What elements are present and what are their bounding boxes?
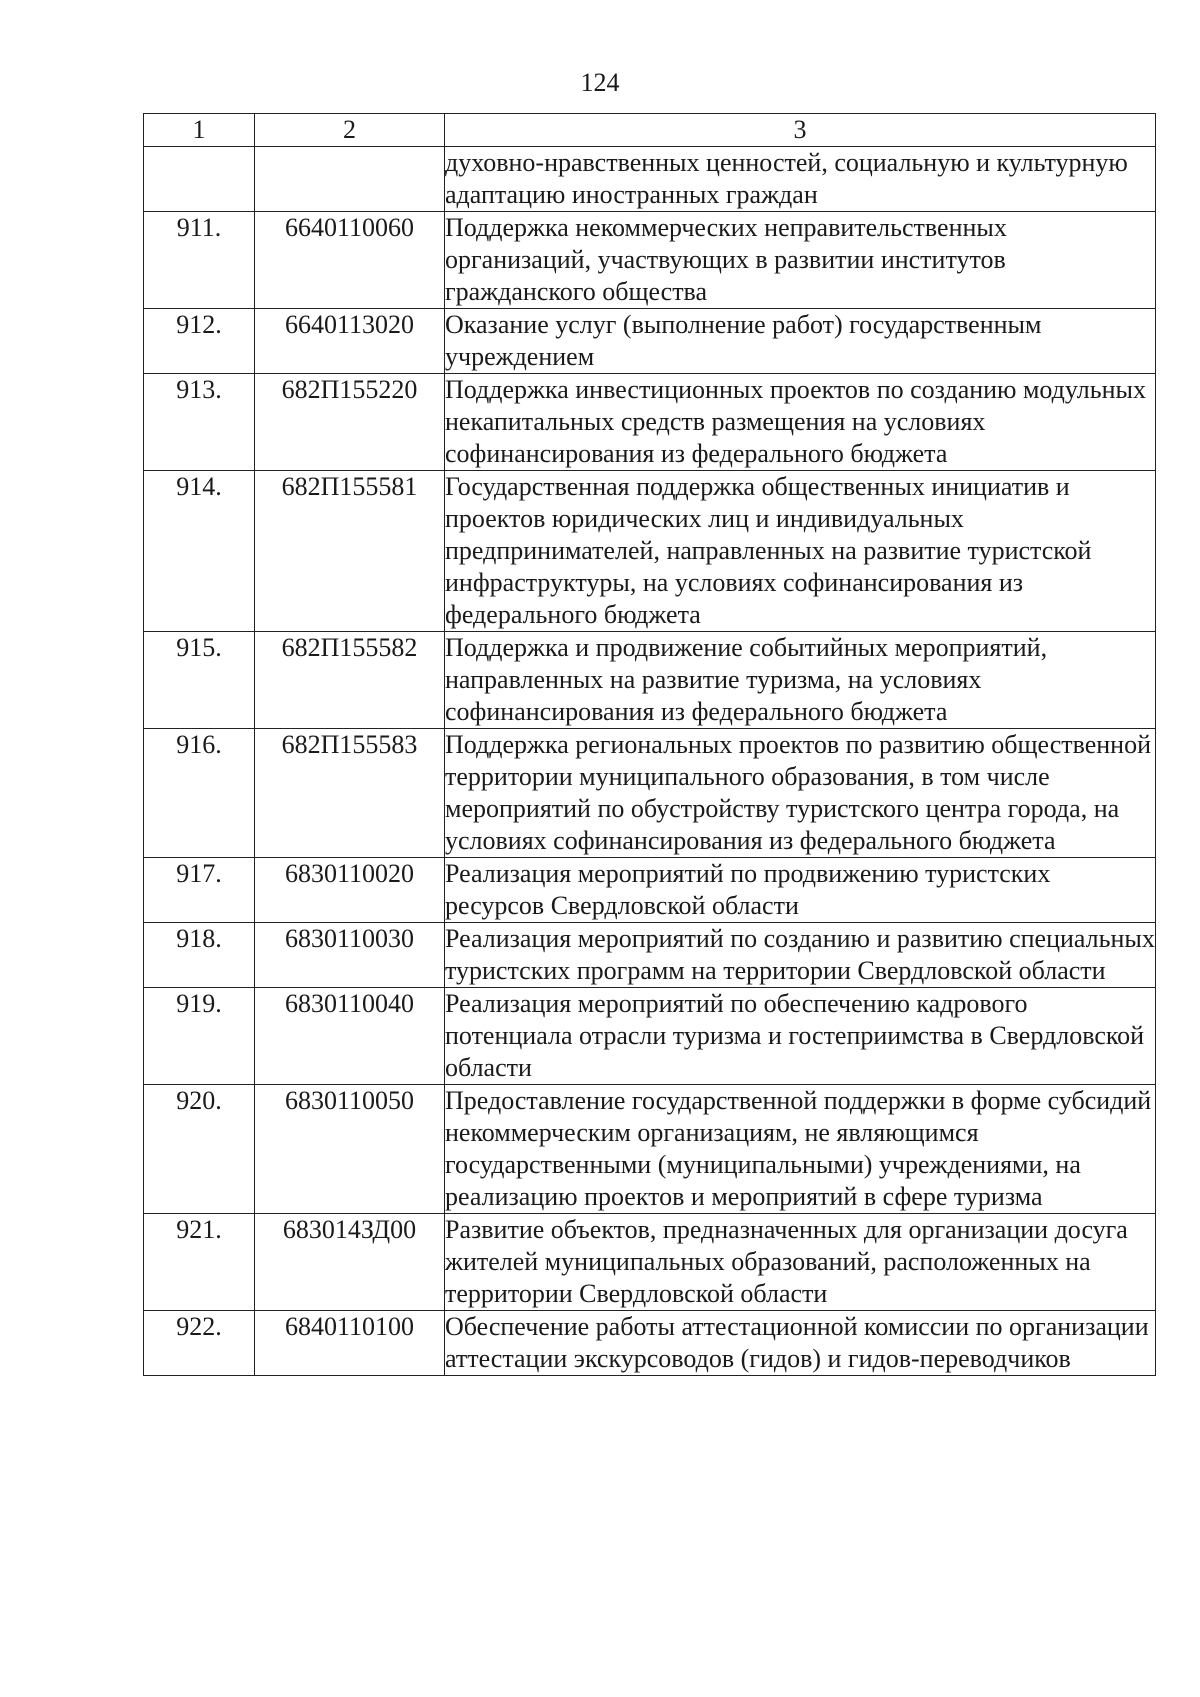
- row-number: 915.: [144, 632, 255, 729]
- row-code: 683014ЗД00: [255, 1214, 445, 1311]
- page-number: 124: [580, 68, 620, 97]
- table-row: [144, 374, 1156, 471]
- table-row: [144, 1311, 1156, 1376]
- row-number: 914.: [144, 471, 255, 632]
- table-row: [144, 923, 1156, 988]
- table-row: [144, 729, 1156, 858]
- row-code: 6830110030: [255, 923, 445, 988]
- table-row: [144, 309, 1156, 374]
- row-description: Государственная поддержка общественных инициатив и проектов юридических лиц и индивидуальных предпринимателей, направленных на развитие туристской инфраструктуры, на условиях софинансирования из федерального бюджета: [445, 471, 1156, 632]
- row-description: Поддержка некоммерческих неправительственных организаций, участвующих в развитии институтов гражданского общества: [445, 212, 1156, 309]
- row-description: Реализация мероприятий по продвижению туристских ресурсов Свердловской области: [445, 858, 1156, 923]
- header-col-3: 3: [445, 114, 1156, 147]
- continuation-row: [144, 147, 1156, 212]
- table-row: [144, 212, 1156, 309]
- table-row: [144, 988, 1156, 1085]
- row-code: 6640110060: [255, 212, 445, 309]
- row-number: 919.: [144, 988, 255, 1085]
- table-row: [144, 471, 1156, 632]
- row-code: 682П155583: [255, 729, 445, 858]
- row-code: 682П155581: [255, 471, 445, 632]
- row-description: Оказание услуг (выполнение работ) государственным учреждением: [445, 309, 1156, 374]
- row-code: [255, 147, 445, 212]
- row-number: 912.: [144, 309, 255, 374]
- row-description: Обеспечение работы аттестационной комиссии по организации аттестации экскурсоводов (гидов) и гидов-переводчиков: [445, 1311, 1156, 1376]
- row-number: 921.: [144, 1214, 255, 1311]
- row-description: Поддержка и продвижение событийных мероприятий, направленных на развитие туризма, на условиях софинансирования из федерального бюджета: [445, 632, 1156, 729]
- row-code: 682П155220: [255, 374, 445, 471]
- row-number: 917.: [144, 858, 255, 923]
- row-code: 6830110020: [255, 858, 445, 923]
- row-description: Поддержка региональных проектов по развитию общественной территории муниципального образования, в том числе мероприятий по обустройству туристского центра города, на условиях софинансирования из федерального бюджета: [445, 729, 1156, 858]
- row-code: 6830110040: [255, 988, 445, 1085]
- table-row: [144, 1085, 1156, 1214]
- row-description: Реализация мероприятий по обеспечению кадрового потенциала отрасли туризма и гостеприимства в Свердловской области: [445, 988, 1156, 1085]
- table-row: [144, 858, 1156, 923]
- row-number: 911.: [144, 212, 255, 309]
- row-number: 922.: [144, 1311, 255, 1376]
- row-code: 682П155582: [255, 632, 445, 729]
- header-col-2: 2: [255, 114, 445, 147]
- row-number: 918.: [144, 923, 255, 988]
- table-row: [144, 632, 1156, 729]
- row-code: 6830110050: [255, 1085, 445, 1214]
- table-header-row: [144, 114, 1156, 147]
- row-description: Предоставление государственной поддержки в форме субсидий некоммерческим организациям, не являющимся государственными (муниципальными) учреждениями, на реализацию проектов и мероприятий в сфере туризма: [445, 1085, 1156, 1214]
- row-code: 6840110100: [255, 1311, 445, 1376]
- row-number: 916.: [144, 729, 255, 858]
- row-number: 913.: [144, 374, 255, 471]
- budget-codes-table: [143, 113, 1156, 1376]
- header-col-1: 1: [144, 114, 255, 147]
- row-number: 920.: [144, 1085, 255, 1214]
- row-code: 6640113020: [255, 309, 445, 374]
- row-description: духовно-нравственных ценностей, социальную и культурную адаптацию иностранных граждан: [445, 147, 1156, 212]
- row-number: [144, 147, 255, 212]
- row-description: Поддержка инвестиционных проектов по созданию модульных некапитальных средств размещения на условиях софинансирования из федерального бюджета: [445, 374, 1156, 471]
- row-description: Реализация мероприятий по созданию и развитию специальных туристских программ на территории Свердловской области: [445, 923, 1156, 988]
- row-description: Развитие объектов, предназначенных для организации досуга жителей муниципальных образований, расположенных на территории Свердловской области: [445, 1214, 1156, 1311]
- table-row: [144, 1214, 1156, 1311]
